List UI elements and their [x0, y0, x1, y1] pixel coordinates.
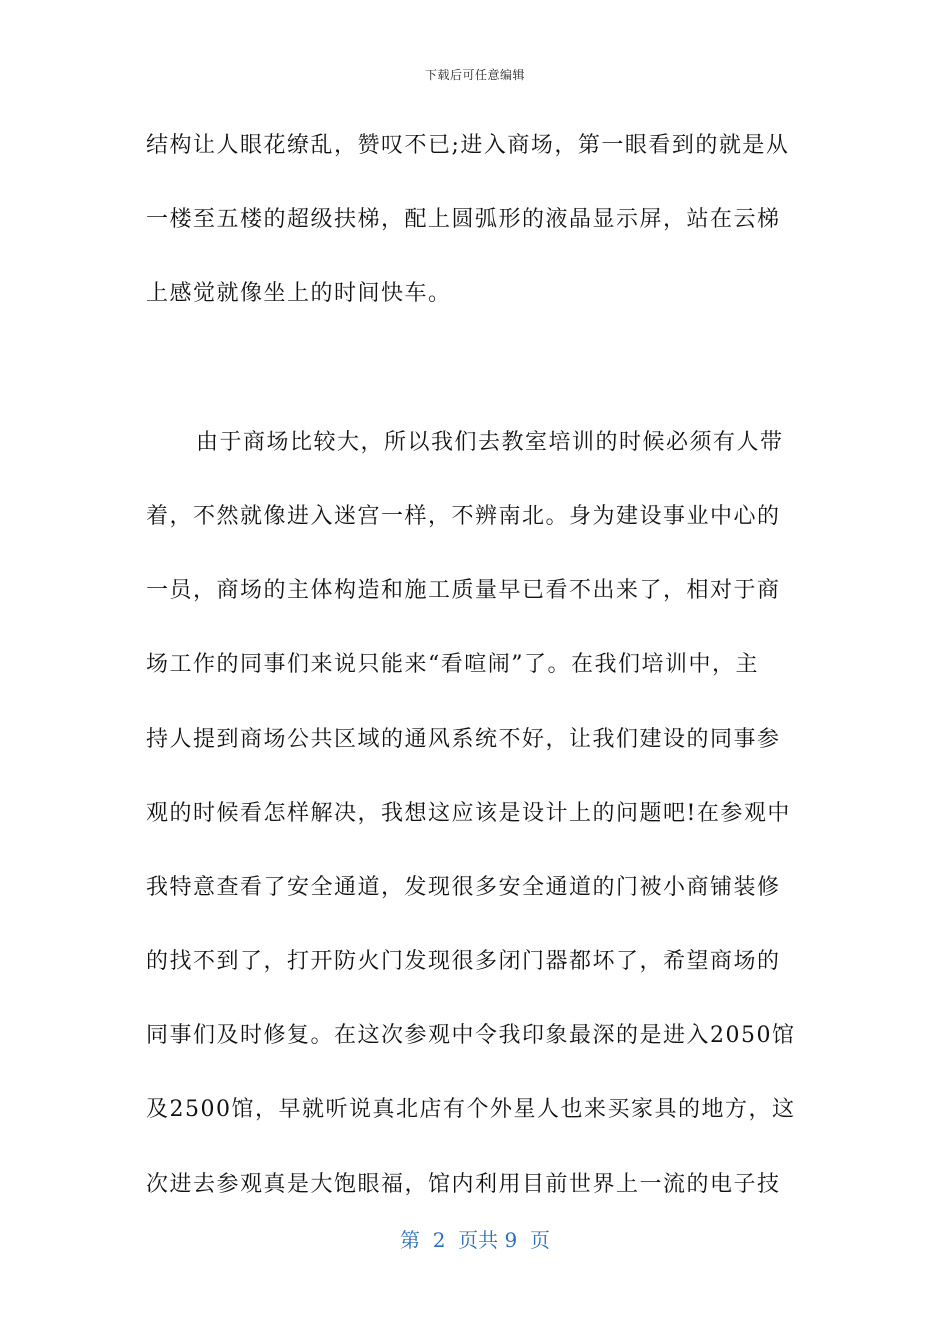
text-line: 上感觉就像坐上的时间快车。: [146, 281, 452, 307]
text-line: 我特意查看了安全通道，发现很多安全通道的门被小商铺装修: [146, 874, 781, 900]
page-number: 第 2 页共 9 页: [400, 1228, 550, 1252]
text-line: 结构让人眼花缭乱，赞叹不已;进入商场，第一眼看到的就是从: [146, 133, 790, 158]
paragraph-gap: [146, 349, 806, 423]
text-line: 着，不然就像进入迷宫一样，不辨南北。身为建设事业中心的: [146, 503, 781, 529]
text-line: 次进去参观真是大饱眼福，馆内利用目前世界上一流的电子技: [146, 1171, 781, 1197]
text-line: 场工作的同事们来说只能来“看喧闹”了。在我们培训中，主: [146, 652, 759, 678]
text-line: 由于商场比较大，所以我们去教室培训的时候必须有人带: [196, 429, 784, 455]
text-line: 及2500馆，早就听说真北店有个外星人也来买家具的地方，这: [146, 1097, 796, 1123]
text-line: 同事们及时修复。在这次参观中令我印象最深的是进入2050馆: [146, 1023, 796, 1049]
text-line: 观的时候看怎样解决，我想这应该是设计上的问题吧!在参观中: [146, 800, 791, 826]
text-line: 持人提到商场公共区域的通风系统不好，让我们建设的同事参: [146, 726, 781, 752]
text-line: 一楼至五楼的超级扶梯，配上圆弧形的液晶显示屏，站在云梯: [146, 207, 781, 233]
header-note: 下载后可任意编辑: [424, 68, 525, 82]
body-text: [146, 126, 806, 1239]
text-line: 的找不到了，打开防火门发现很多闭门器都坏了，希望商场的: [146, 949, 781, 975]
text-line: 一员，商场的主体构造和施工质量早已看不出来了，相对于商: [146, 578, 781, 604]
